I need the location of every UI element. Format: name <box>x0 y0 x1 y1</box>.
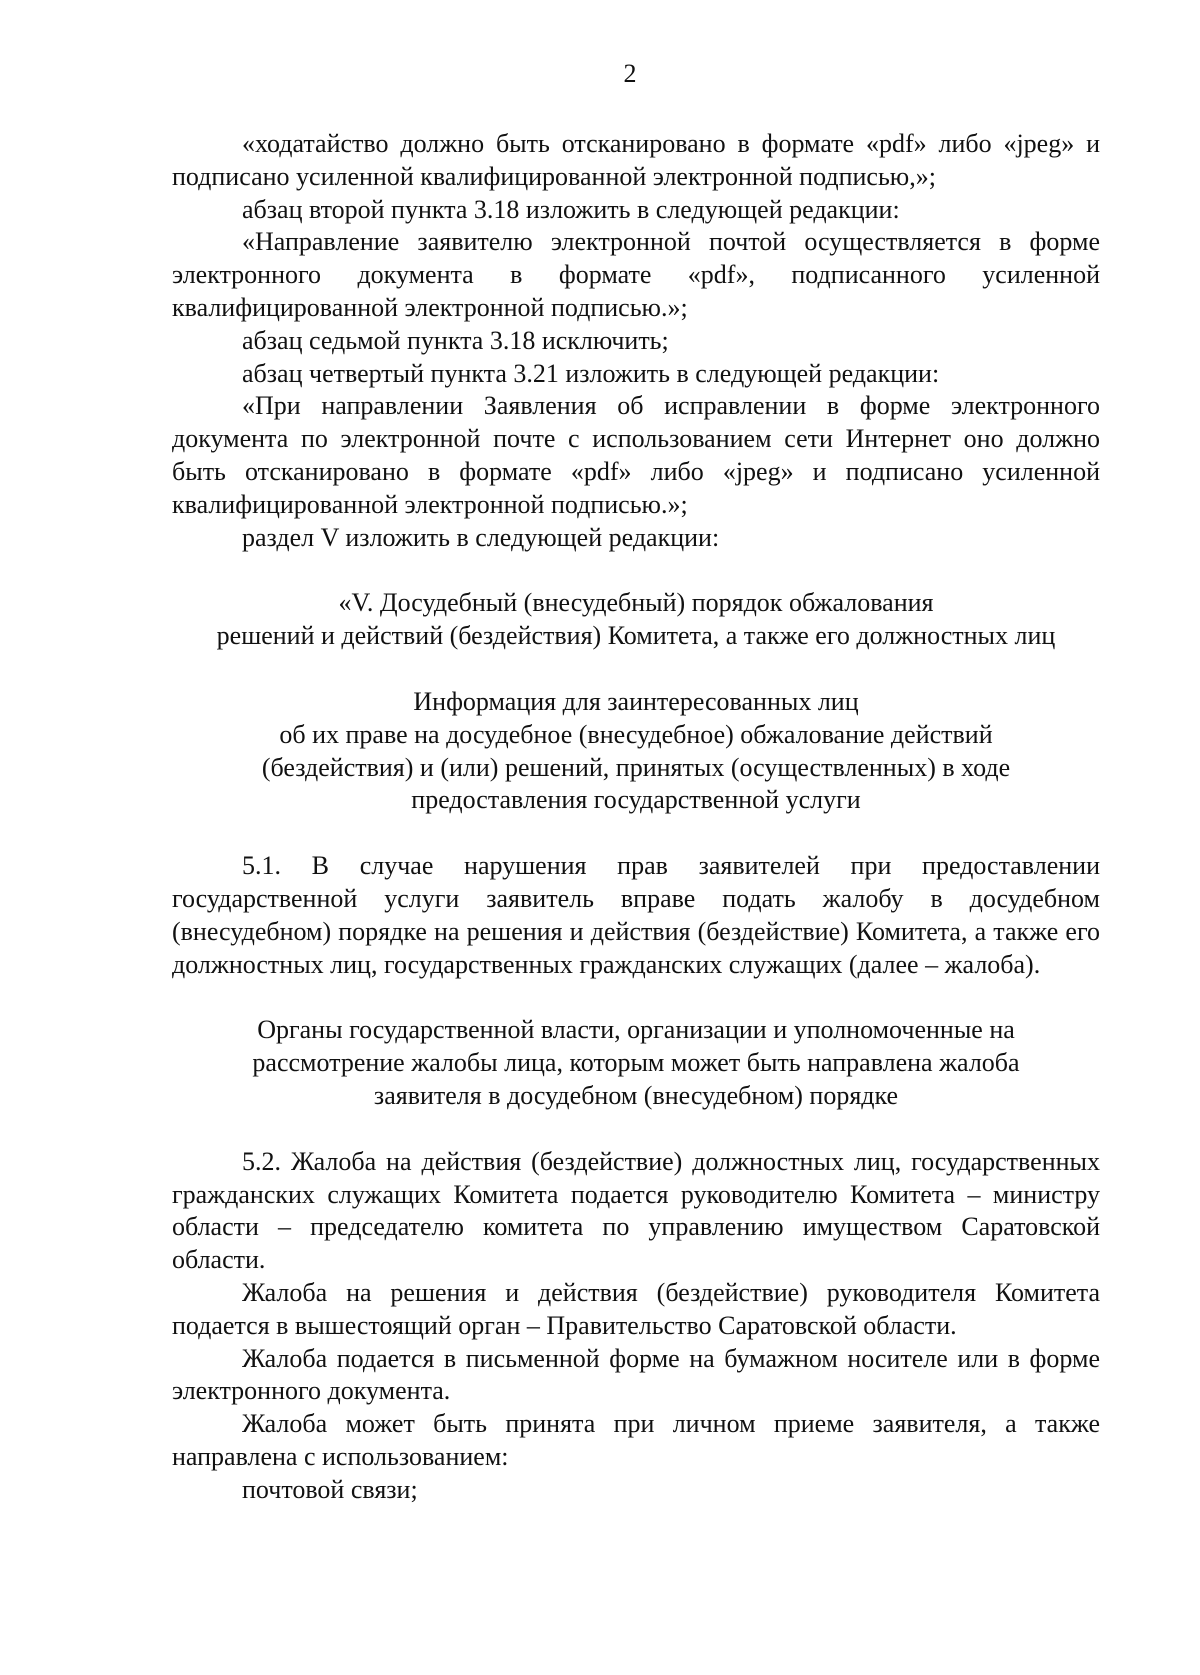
subheading-info-line-4: предоставления государственной услуги <box>411 785 861 815</box>
paragraph-2: абзац второй пункта 3.18 изложить в следующей редакции: <box>242 194 900 224</box>
section-heading-line-2: решений и действий (бездействия) Комитета, а также его должностных лиц <box>216 621 1056 651</box>
spacer <box>172 653 1100 686</box>
spacer <box>172 981 1100 1014</box>
page-number: 2 <box>623 59 637 88</box>
section-heading-v <box>172 587 1100 653</box>
spacer <box>172 1113 1100 1146</box>
paragraph-1: «ходатайство должно быть отсканировано в формате «pdf» либо «jpeg» и подписано усиленной квалифицированной электронной подписью,»; <box>172 129 1100 191</box>
subheading-organs <box>172 1014 1100 1112</box>
paragraph-5-2: 5.2. Жалоба на действия (бездействие) должностных лиц, государственных гражданских служащих Комитета подается руководителю Комитета – министру области – председателю комитета по управлению имуществом Саратовской области. <box>172 1146 1100 1275</box>
paragraph-7: раздел V изложить в следующей редакции: <box>242 522 720 552</box>
subheading-info-line-2: об их праве на досудебное (внесудебное) обжалование действий <box>279 719 993 749</box>
paragraph-6: «При направлении Заявления об исправлении в форме электронного документа по электронной почте с использованием сети Интернет оно должно быть отсканировано в формате «pdf» либо «jpeg» и подписано усиленной квалифицированной электронной подписью.»; <box>172 391 1100 519</box>
paragraph-complaint-accepted: Жалоба может быть принята при личном приеме заявителя, а также направлена с использованием: <box>172 1409 1100 1471</box>
paragraph-4: абзац седьмой пункта 3.18 исключить; <box>242 325 669 355</box>
paragraph-complaint-head: Жалоба на решения и действия (бездействие) руководителя Комитета подается в вышестоящий орган – Правительство Саратовской области. <box>172 1277 1100 1340</box>
paragraph-5: абзац четвертый пункта 3.21 изложить в следующей редакции: <box>242 358 940 388</box>
paragraph-3: «Направление заявителю электронной почтой осуществляется в форме электронного документа в формате «pdf», подписанного усиленной квалифицированной электронной подписью.»; <box>172 227 1100 322</box>
spacer <box>172 817 1100 850</box>
subheading-info <box>172 686 1100 817</box>
subheading-info-line-3: (бездействия) и (или) решений, принятых (осуществленных) в ходе <box>261 752 1011 782</box>
subheading-organs-line-2: рассмотрение жалобы лица, которым может быть направлена жалоба <box>252 1048 1020 1078</box>
subheading-info-line-1: Информация для заинтересованных лиц <box>413 686 859 716</box>
paragraph-complaint-form: Жалоба подается в письменной форме на бумажном носителе или в форме электронного документа. <box>172 1343 1100 1406</box>
paragraph-postal: почтовой связи; <box>242 1474 418 1504</box>
subheading-organs-line-3: заявителя в досудебном (внесудебном) порядке <box>373 1080 899 1110</box>
subheading-organs-line-1: Органы государственной власти, организации и уполномоченные на <box>257 1015 1015 1045</box>
paragraph-5-1: 5.1. В случае нарушения прав заявителей при предоставлении государственной услуги заявитель вправе подать жалобу в досудебном (внесудебном) порядке на решения и действия (бездействие) Комитета, а также его должностных лиц, государственных гражданских служащих (далее – жалоба). <box>172 851 1100 979</box>
spacer <box>172 554 1100 587</box>
document-body <box>172 128 1100 1506</box>
section-heading-line-1: «V. Досудебный (внесудебный) порядок обжалования <box>338 588 934 618</box>
